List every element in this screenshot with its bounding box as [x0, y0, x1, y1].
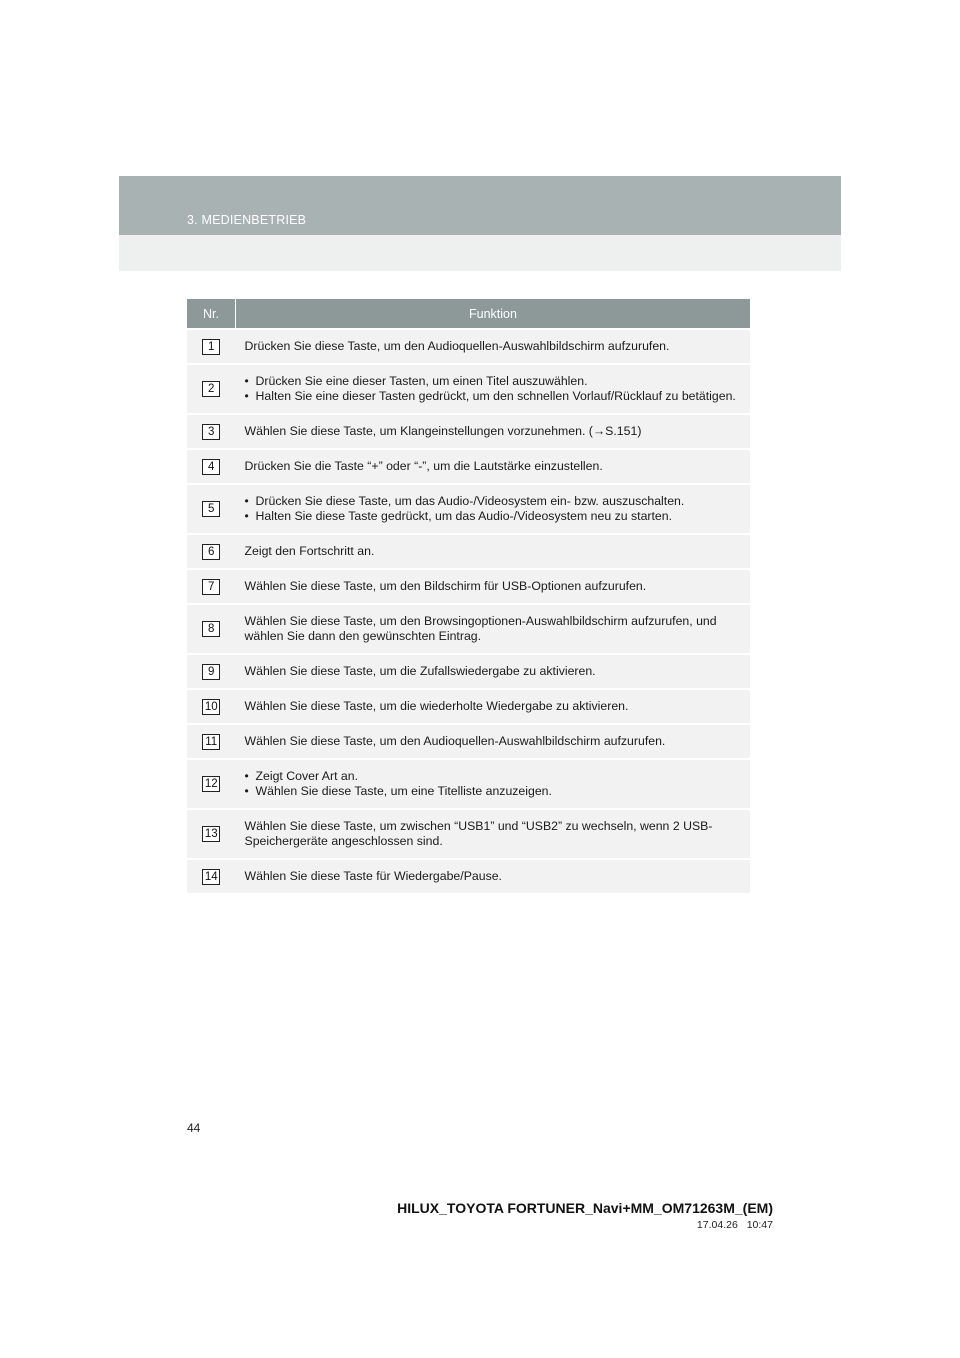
table-row: [187, 484, 750, 534]
table-row: [187, 859, 750, 893]
item-number-box: 7: [202, 579, 220, 595]
bullet-item: • Drücken Sie eine dieser Tasten, um einen Titel auszuwählen.: [245, 374, 742, 389]
row-function-cell: [236, 654, 751, 689]
function-text: Wählen Sie diese Taste, um zwischen “USB1” und “USB2” zu wechseln, wenn 2 USB-Speichergeräte angeschlossen sind.: [244, 819, 713, 848]
page-number: 44: [187, 1121, 201, 1135]
table-row: [187, 689, 750, 724]
print-date: 17.04.26 10:47: [696, 1219, 773, 1231]
item-number-box: 5: [202, 501, 220, 517]
section-title: 3. MEDIENBETRIEB: [187, 213, 307, 227]
column-header-nr: Nr.: [187, 299, 236, 329]
column-header-function: Funktion: [236, 299, 751, 329]
table-row: [187, 364, 750, 414]
row-number-cell: [187, 534, 236, 569]
row-function-cell: [236, 414, 751, 449]
item-number-box: 6: [202, 544, 220, 560]
bullet-item: • Zeigt Cover Art an.: [245, 769, 742, 784]
table-row: [187, 329, 750, 364]
table-body: [187, 329, 750, 893]
item-number-box: 14: [202, 869, 220, 885]
item-number-box: 1: [202, 339, 220, 355]
function-text: Wählen Sie diese Taste, um Klangeinstellungen vorzunehmen. (→S.151): [244, 424, 642, 438]
bullet-item: • Wählen Sie diese Taste, um eine Titelliste anzuzeigen.: [245, 784, 742, 799]
bullet-item: • Drücken Sie diese Taste, um das Audio-/Videosystem ein- bzw. auszuschalten.: [245, 494, 742, 509]
header-subband: [119, 235, 841, 271]
row-function-cell: [236, 809, 751, 859]
bullet-item: • Halten Sie eine dieser Tasten gedrückt, um den schnellen Vorlauf/Rücklauf zu betätigen.: [245, 389, 742, 404]
row-number-cell: [187, 859, 236, 893]
function-table: [187, 299, 750, 893]
row-number-cell: [187, 724, 236, 759]
function-text: Wählen Sie diese Taste, um die Zufallswiedergabe zu aktivieren.: [244, 664, 596, 678]
table-row: [187, 724, 750, 759]
bullet-list: [245, 494, 742, 524]
row-number-cell: [187, 364, 236, 414]
table-row: [187, 654, 750, 689]
row-function-cell: [236, 364, 751, 414]
table-row: [187, 414, 750, 449]
row-number-cell: [187, 759, 236, 809]
table-header-row: [187, 299, 750, 329]
function-text: Drücken Sie diese Taste, um den Audioquellen-Auswahlbildschirm aufzurufen.: [244, 339, 670, 353]
function-text: Drücken Sie die Taste “+” oder “-”, um die Lautstärke einzustellen.: [244, 459, 603, 473]
table-row: [187, 759, 750, 809]
row-number-cell: [187, 604, 236, 654]
document-title: HILUX_TOYOTA FORTUNER_Navi+MM_OM71263M_(EM): [397, 1200, 773, 1216]
header-band: [119, 176, 841, 235]
function-text: Wählen Sie diese Taste, um den Browsingoptionen-Auswahlbildschirm aufzurufen, und wählen Sie dann den gewünschten Eintrag.: [244, 614, 717, 643]
row-number-cell: [187, 654, 236, 689]
function-text: Wählen Sie diese Taste, um den Audioquellen-Auswahlbildschirm aufzurufen.: [244, 734, 666, 748]
bullet-list: [245, 769, 742, 799]
bullet-item: • Halten Sie diese Taste gedrückt, um das Audio-/Videosystem neu zu starten.: [245, 509, 742, 524]
row-function-cell: [236, 329, 751, 364]
item-number-box: 12: [202, 776, 220, 792]
row-function-cell: [236, 724, 751, 759]
row-function-cell: [236, 859, 751, 893]
row-function-cell: [236, 689, 751, 724]
function-text: Wählen Sie diese Taste, um den Bildschirm für USB-Optionen aufzurufen.: [244, 579, 647, 593]
item-number-box: 8: [202, 621, 220, 637]
item-number-box: 4: [202, 459, 220, 475]
function-text: Wählen Sie diese Taste für Wiedergabe/Pause.: [244, 869, 502, 883]
item-number-box: 11: [202, 734, 220, 750]
row-number-cell: [187, 689, 236, 724]
table-row: [187, 449, 750, 484]
row-number-cell: [187, 449, 236, 484]
row-number-cell: [187, 329, 236, 364]
bullet-list: [245, 374, 742, 404]
table-row: [187, 534, 750, 569]
function-text: Zeigt den Fortschritt an.: [244, 544, 375, 558]
row-number-cell: [187, 809, 236, 859]
row-function-cell: [236, 484, 751, 534]
row-number-cell: [187, 569, 236, 604]
item-number-box: 9: [202, 664, 220, 680]
table-row: [187, 569, 750, 604]
function-text: Wählen Sie diese Taste, um die wiederholte Wiedergabe zu aktivieren.: [244, 699, 629, 713]
row-function-cell: [236, 534, 751, 569]
table-row: [187, 809, 750, 859]
row-number-cell: [187, 484, 236, 534]
row-number-cell: [187, 414, 236, 449]
row-function-cell: [236, 569, 751, 604]
item-number-box: 13: [202, 826, 220, 842]
item-number-box: 2: [202, 381, 220, 397]
item-number-box: 3: [202, 424, 220, 440]
row-function-cell: [236, 759, 751, 809]
item-number-box: 10: [202, 699, 220, 715]
row-function-cell: [236, 604, 751, 654]
row-function-cell: [236, 449, 751, 484]
table-row: [187, 604, 750, 654]
